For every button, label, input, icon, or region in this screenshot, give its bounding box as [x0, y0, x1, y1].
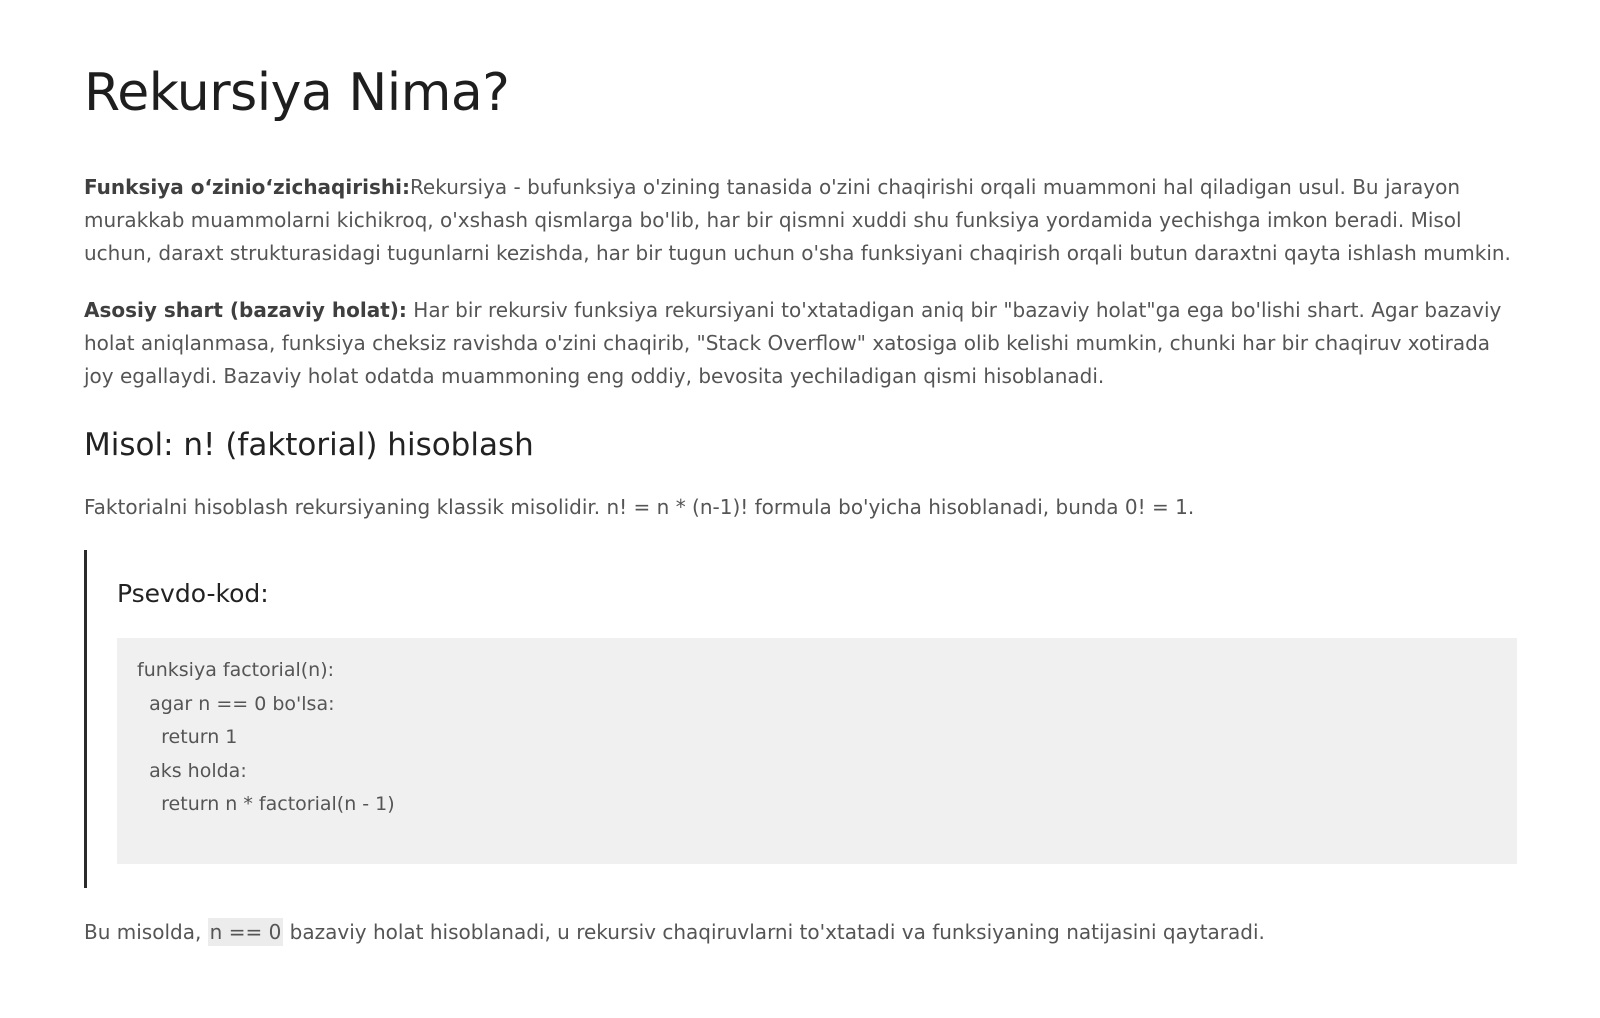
paragraph-base-case-text: Har bir rekursiv funksiya rekursiyani to'xtatadigan aniq bir "bazaviy holat"ga ega bo'lishi shart. Agar bazaviy holat aniqlanmasa, funksiya cheksiz ravishda o'zini chaqirib, "Stack Overflow" xatosiga olib kelishi mumkin, chunki har bir chaqiruv xotirada joy egallaydi. Bazaviy holat odatda muammoning eng oddiy, bevosita yechiladigan qismi hisoblanadi.: [84, 298, 1502, 388]
paragraph-base-case-bold: Asosiy shart (bazaviy holat):: [84, 298, 407, 322]
section-heading-example: Misol: n! (faktorial) hisoblash: [84, 427, 534, 463]
paragraph-conclusion-after: bazaviy holat hisoblanadi, u rekursiv chaqiruvlarni to'xtatadi va funksiyaning natijasini qaytaradi.: [283, 919, 1265, 944]
paragraph-self-call-text: Rekursiya - bufunksiya o'zining tanasida o'zini chaqirishi orqali muammoni hal qiladigan usul. Bu jarayon murakkab muammolarni kichikroq, o'xshash qismlarga bo'lib, har bir qismni xuddi shu funksiya yordamida yechishga imkon beradi. Misol uchun, daraxt strukturasidagi tugunlarni kezishda, har bir tugun uchun o'sha funksiyani chaqirish orqali butun daraxtni qayta ishlash mumkin.: [84, 175, 1511, 265]
paragraph-conclusion-before: Bu misolda,: [84, 919, 208, 944]
code-line: agar n == 0 bo'lsa:: [137, 692, 335, 715]
paragraph-self-call-bold: Funksiya o‘zinio‘zichaqirishi:: [84, 175, 410, 199]
pseudocode-blockquote: [84, 550, 1517, 888]
pseudocode-heading: Psevdo-kod:: [117, 579, 269, 608]
code-line: return 1: [137, 726, 238, 748]
paragraph-self-call: [84, 171, 1514, 270]
inline-code: n == 0: [209, 919, 282, 944]
code-line: aks holda:: [137, 759, 247, 782]
paragraph-base-case: [84, 294, 1514, 393]
code-line: return n * factorial(n - 1): [137, 793, 395, 815]
code-line: funksiya factorial(n):: [137, 659, 335, 681]
paragraph-conclusion: [84, 916, 1514, 949]
page-title: Rekursiya Nima?: [84, 63, 510, 123]
paragraph-factorial-intro: Faktorialni hisoblash rekursiyaning klassik misolidir. n! = n * (n-1)! formula bo'yicha hisoblanadi, bunda 0! = 1.: [84, 495, 1195, 519]
article: [84, 60, 1514, 949]
pseudocode-block: [117, 638, 1517, 864]
